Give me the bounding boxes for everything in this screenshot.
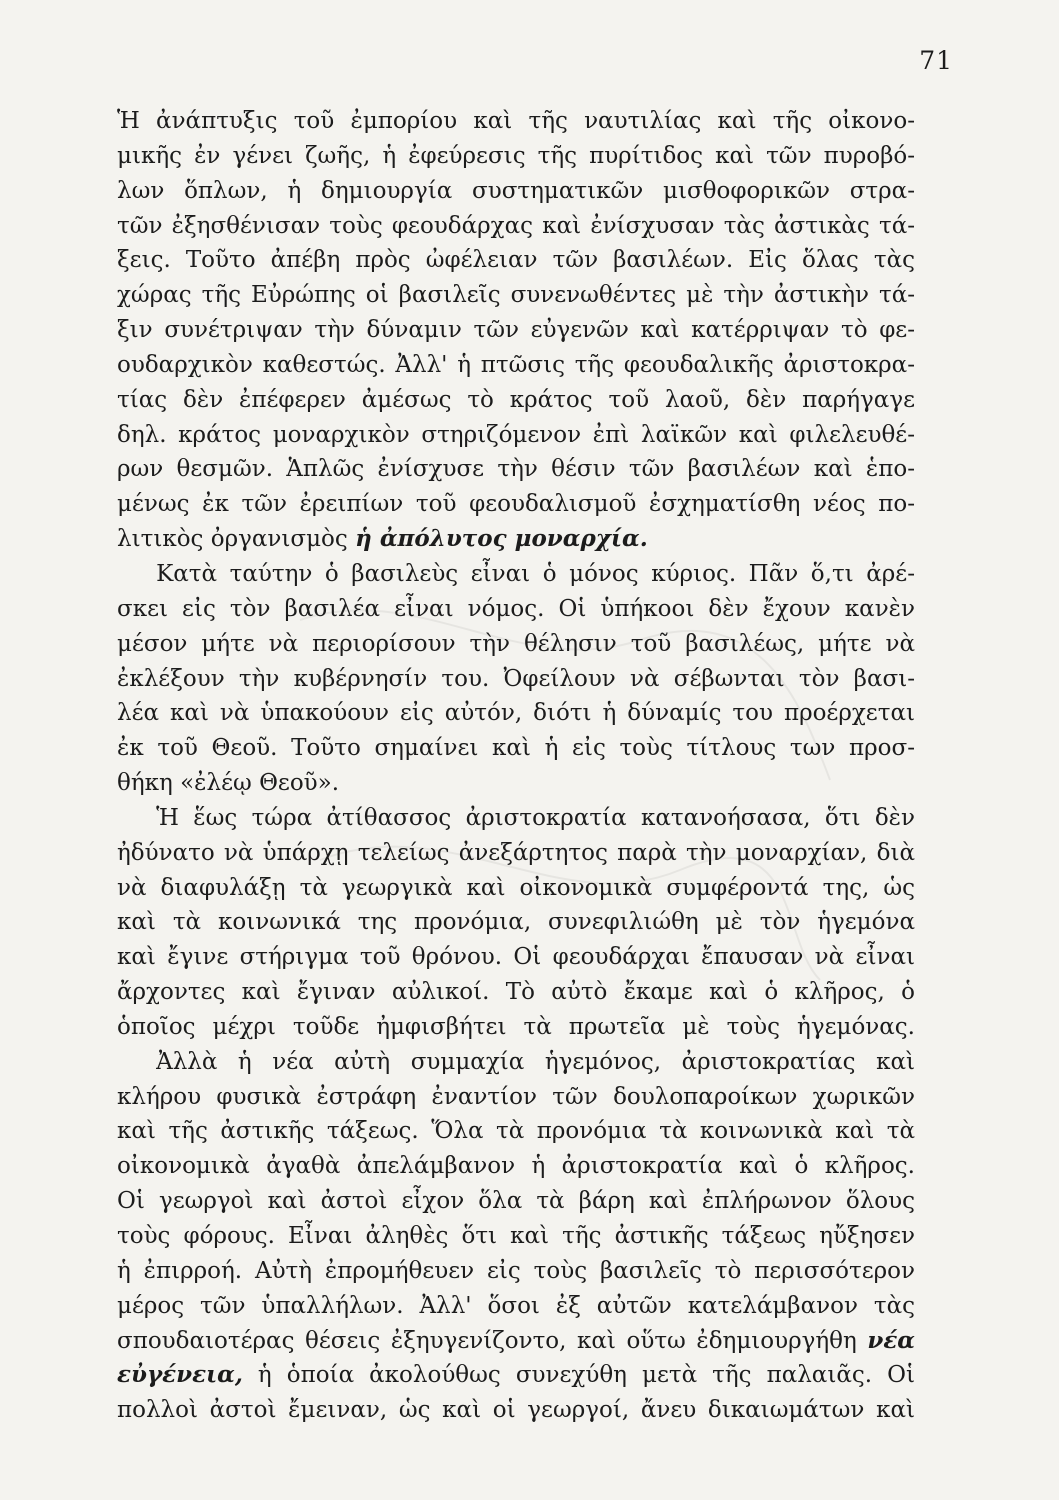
text-line: Οἱ γεωργοὶ καὶ ἀστοὶ εἶχον ὅλα τὰ βάρη καὶ ἐπλήρωνον ὅλους	[117, 1188, 915, 1215]
paragraph	[117, 104, 915, 557]
emphasized-term: νέα	[867, 1326, 915, 1354]
text-line: ἡ ἐπιρροή. Αὐτὴ ἐπρομήθευεν εἰς τοὺς βασιλεῖς τὸ περισσότερον	[117, 1257, 915, 1284]
text-span: σπουδαιοτέρας θέσεις ἐξηυγενίζοντο, καὶ οὕτω ἐδημιουργήθη	[117, 1327, 868, 1354]
text-line: δηλ. κράτος μοναρχικὸν στηριζόμενον ἐπὶ λαϊκῶν καὶ φιλελευθέ-	[117, 421, 915, 448]
text-line: ἐκλέξουν τὴν κυβέρνησίν του. Ὀφείλουν νὰ σέβωνται τὸν βασι-	[117, 665, 915, 692]
text-line: Ἡ ἕως τώρα ἀτίθασσος ἀριστοκρατία κατανοήσασα, ὅτι δὲν	[156, 804, 915, 831]
text-line: τοὺς φόρους. Εἶναι ἀληθὲς ὅτι καὶ τῆς ἀστικῆς τάξεως ηὔξησεν	[117, 1223, 915, 1249]
text-line: χώρας τῆς Εὐρώπης οἱ βασιλεῖς συνενωθέντες μὲ τὴν ἀστικὴν τά-	[117, 282, 915, 309]
page-number: 71	[919, 46, 953, 75]
paragraph	[117, 1045, 915, 1428]
text-line: Κατὰ ταύτην ὁ βασιλεὺς εἶναι ὁ μόνος κύριος. Πᾶν ὅ,τι ἀρέ-	[156, 560, 915, 587]
text-line: πολλοὶ ἀστοὶ ἔμειναν, ὡς καὶ οἱ γεωργοί, ἄνευ δικαιωμάτων καὶ	[117, 1397, 915, 1424]
text-line: λων ὅπλων, ἡ δημιουργία συστηματικῶν μισθοφορικῶν στρα-	[117, 177, 915, 204]
body-text	[117, 104, 915, 1428]
text-line: σκει εἰς τὸν βασιλέα εἶναι νόμος. Οἱ ὑπήκοοι δὲν ἔχουν κανὲν	[117, 595, 915, 622]
emphasized-term: ἡ ἀπόλυτος μοναρχία.	[355, 525, 648, 553]
text-line: μέσον μήτε νὰ περιορίσουν τὴν θέλησιν τοῦ βασιλέως, μήτε νὰ	[117, 630, 915, 657]
text-line: οἰκονομικὰ ἀγαθὰ ἀπελάμβανον ἡ ἀριστοκρατία καὶ ὁ κλῆρος.	[117, 1153, 915, 1180]
text-line: κλήρου φυσικὰ ἐστράφη ἐναντίον τῶν δουλοπαροίκων χωρικῶν	[117, 1083, 915, 1110]
text-line: Ἀλλὰ ἡ νέα αὐτὴ συμμαχία ἡγεμόνος, ἀριστοκρατίας καὶ	[156, 1048, 915, 1075]
text-line: ρων θεσμῶν. Ἁπλῶς ἐνίσχυσε τὴν θέσιν τῶν βασιλέων καὶ ἑπο-	[117, 456, 915, 483]
text-line: ουδαρχικὸν καθεστώς. Ἀλλ' ἡ πτῶσις τῆς φεουδαλικῆς ἀριστοκρα-	[117, 351, 915, 378]
text-line: τῶν ἐξησθένισαν τοὺς φεουδάρχας καὶ ἐνίσχυσαν τὰς ἀστικὰς τά-	[117, 212, 915, 239]
text-line: ξεις. Τοῦτο ἀπέβη πρὸς ὠφέλειαν τῶν βασιλέων. Εἰς ὅλας τὰς	[117, 247, 915, 274]
paragraph	[117, 801, 915, 1045]
text-line: μένως ἐκ τῶν ἐρειπίων τοῦ φεουδαλισμοῦ ἐσχηματίσθη νέος πο-	[117, 491, 915, 518]
text-line: μέρος τῶν ὑπαλλήλων. Ἀλλ' ὅσοι ἐξ αὐτῶν κατελάμβανον τὰς	[117, 1292, 915, 1319]
text-line	[117, 522, 915, 557]
text-line: ἠδύνατο νὰ ὑπάρχῃ τελείως ἀνεξάρτητος παρὰ τὴν μοναρχίαν, διὰ	[117, 839, 915, 866]
text-line: λέα καὶ νὰ ὑπακούουν εἰς αὐτόν, διότι ἡ δύναμίς του προέρχεται	[117, 700, 915, 727]
text-line: ἐκ τοῦ Θεοῦ. Τοῦτο σημαίνει καὶ ἡ εἰς τοὺς τίτλους των προσ-	[117, 735, 915, 762]
text-line: τίας δὲν ἐπέφερεν ἀμέσως τὸ κράτος τοῦ λαοῦ, δὲν παρήγαγε	[117, 386, 915, 413]
text-line: καὶ τὰ κοινωνικά της προνόμια, συνεφιλιώθη μὲ τὸν ἡγεμόνα	[117, 909, 915, 936]
text-line: ὁποῖος μέχρι τοῦδε ἠμφισβήτει τὰ πρωτεῖα μὲ τοὺς ἡγεμόνας.	[117, 1013, 915, 1040]
text-line	[117, 1358, 915, 1393]
paragraph	[117, 557, 915, 801]
text-line	[117, 1324, 915, 1359]
emphasized-term: εὐγένεια,	[117, 1361, 243, 1389]
text-line: ἄρχοντες καὶ ἔγιναν αὐλικοί. Τὸ αὐτὸ ἔκαμε καὶ ὁ κλῆρος, ὁ	[117, 979, 915, 1006]
text-span: ἡ ὁποία ἀκολούθως συνεχύθη μετὰ τῆς παλαιᾶς. Οἱ	[242, 1362, 915, 1389]
text-line: καὶ ἔγινε στήριγμα τοῦ θρόνου. Οἱ φεουδάρχαι ἔπαυσαν νὰ εἶναι	[117, 944, 915, 971]
text-line: ξιν συνέτριψαν τὴν δύναμιν τῶν εὐγενῶν καὶ κατέρριψαν τὸ φε-	[117, 317, 915, 344]
text-line: θήκη «ἐλέῳ Θεοῦ».	[117, 770, 340, 797]
text-span: λιτικὸς ὀργανισμὸς	[117, 526, 356, 553]
text-line: Ἡ ἀνάπτυξις τοῦ ἐμπορίου καὶ τῆς ναυτιλίας καὶ τῆς οἰκονο-	[117, 108, 915, 134]
text-line: καὶ τῆς ἀστικῆς τάξεως. Ὅλα τὰ προνόμια τὰ κοινωνικὰ καὶ τὰ	[117, 1118, 915, 1145]
text-line: μικῆς ἐν γένει ζωῆς, ἡ ἐφεύρεσις τῆς πυρίτιδος καὶ τῶν πυροβό-	[117, 142, 915, 169]
text-line: νὰ διαφυλάξῃ τὰ γεωργικὰ καὶ οἰκονομικὰ συμφέροντά της, ὡς	[117, 874, 915, 901]
